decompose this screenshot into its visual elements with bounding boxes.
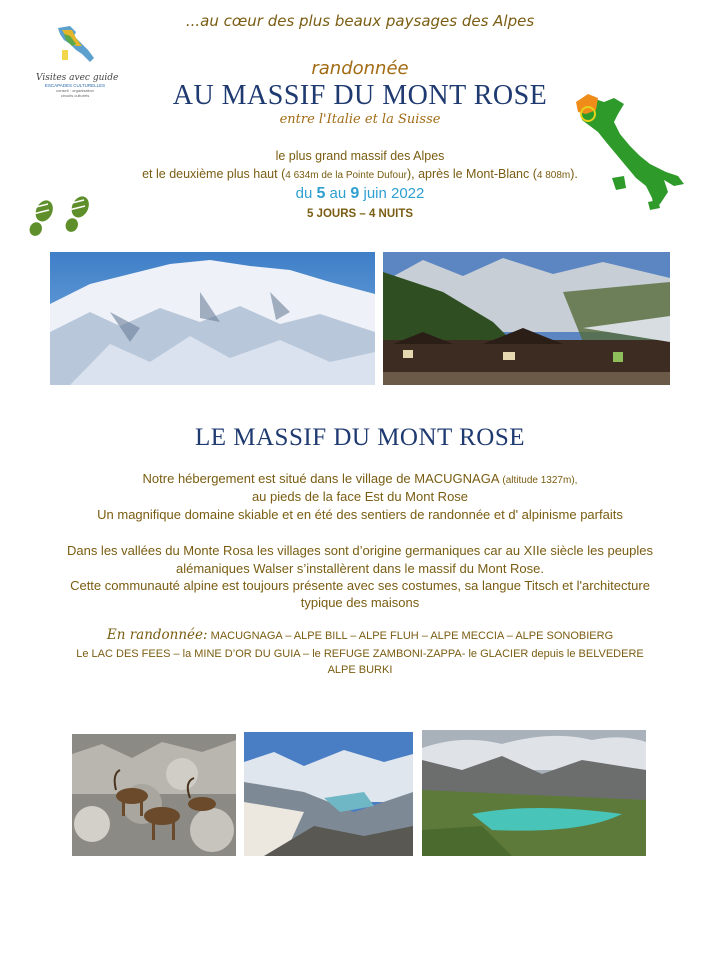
kicker: randonnée: [311, 58, 409, 79]
logo-tagline-1: conseil · organisation: [56, 88, 94, 93]
photo-ibex: [72, 734, 236, 856]
dates-a: du: [295, 185, 317, 202]
para-2-line-3: Cette communauté alpine est toujours présente avec ses costumes, sa langue Titsch et l'architecture: [70, 578, 650, 593]
dates-start-day: 5: [316, 185, 326, 202]
dates-c: au: [325, 185, 351, 202]
info-line-2-a: et le deuxième plus haut (: [142, 167, 286, 181]
hikes-line-1-text: MACUGNAGA – ALPE BILL – ALPE FLUH – ALPE MECCIA – ALPE SONOBIERG: [207, 630, 614, 642]
photo-walser-village: [383, 252, 670, 385]
photo-lac-des-fees: [422, 730, 646, 856]
section-title: LE MASSIF DU MONT ROSE: [194, 424, 526, 451]
hikes-line-1: [0, 627, 720, 644]
dates-e: juin 2022: [359, 185, 425, 202]
para-1-line-2: au pieds de la face Est du Mont Rose: [251, 489, 469, 504]
info-pointe-dufour: 4 634m de la Pointe Dufour: [285, 170, 407, 181]
para-2-line-1: Dans les vallées du Monte Rosa les villages sont d’origine germaniques car au XIIe siècle les peuples: [66, 543, 654, 558]
info-line-2-c: ).: [570, 167, 578, 181]
para-1-line-3: Un magnifique domaine skiable et en été des sentiers de randonnée et d' alpinisme parfaits: [97, 507, 623, 522]
duration: 5 JOURS – 4 NUITS: [306, 208, 414, 220]
para-1-line-1-text: Notre hébergement est situé dans le village de MACUGNAGA: [142, 471, 503, 486]
logo-subtext: ESCAPADES CULTURELLES: [44, 83, 106, 88]
logo-tagline-2: circuits culturels: [60, 93, 90, 98]
tagline: entre l'Italie et la Suisse: [279, 112, 441, 127]
italy-map-icon: [574, 94, 688, 212]
para-2-line-2: alémaniques Walser s’installèrent dans le massif du Mont Rose.: [175, 561, 545, 576]
logo-text: Visites avec guide: [36, 73, 119, 83]
para-2-line-4: typique des maisons: [300, 595, 420, 610]
hikes-line-3: ALPE BURKI: [327, 664, 393, 676]
footprints-icon: [22, 194, 96, 244]
photo-glacier-belvedere: [244, 732, 413, 856]
hikes-lead: En randonnée:: [106, 627, 208, 643]
info-line-2-b: ), après le Mont-Blanc (: [406, 167, 537, 181]
para-1-line-1: [0, 470, 720, 489]
photo-mont-rose-massif: [50, 252, 375, 385]
info-line-1: le plus grand massif des Alpes: [275, 149, 445, 163]
footprints: [22, 194, 96, 244]
slogan: ...au cœur des plus beaux paysages des Alpes: [185, 12, 535, 30]
page-title: AU MASSIF DU MONT ROSE: [172, 80, 548, 111]
italy-map: [574, 94, 688, 212]
info-mont-blanc-height: 4 808m: [536, 170, 571, 181]
dates-end-day: 9: [350, 185, 360, 202]
hikes-line-2: Le LAC DES FEES – la MINE D’OR DU GUIA – le REFUGE ZAMBONI-ZAPPA- le GLACIER depuis le BELVEDERE: [76, 648, 644, 660]
para-1-altitude: (altitude 1327m),: [502, 475, 578, 486]
